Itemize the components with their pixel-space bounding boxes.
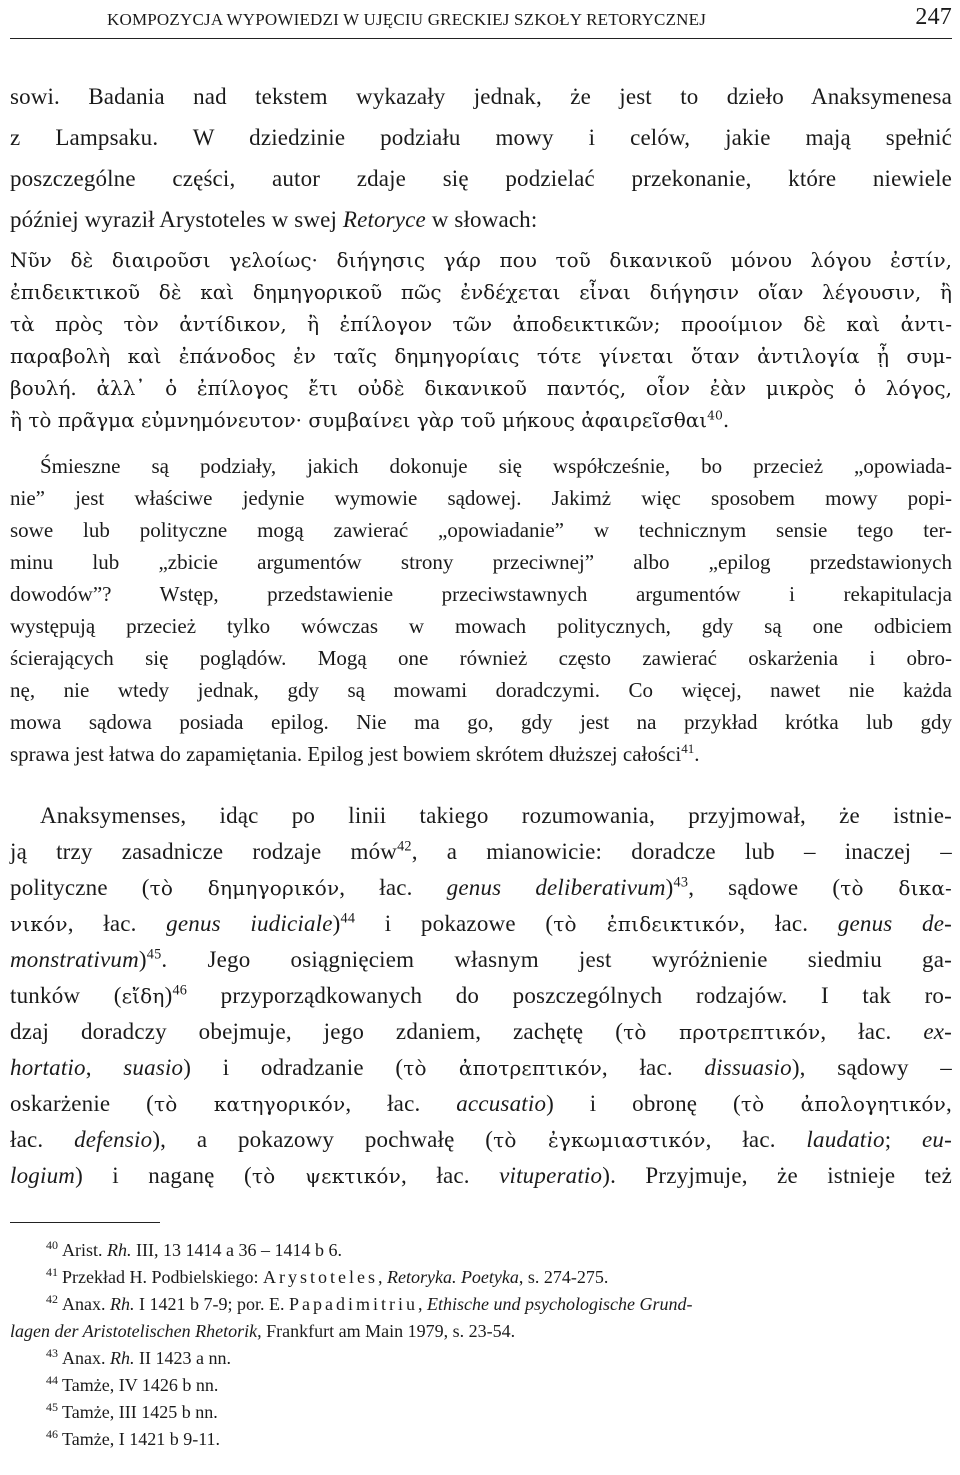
text-line — [10, 1014, 952, 1050]
greek-term: τὸ ἀπολογητικόν — [740, 1092, 947, 1116]
footnote-number: 40 — [46, 1238, 58, 1252]
text-run: , łac. — [601, 1055, 705, 1080]
footnote-42 — [10, 1291, 952, 1318]
text-run: Arist. — [62, 1240, 107, 1260]
text-run: w słowach: — [425, 207, 538, 232]
footnote-number: 45 — [46, 1400, 58, 1414]
text-run: , łac. — [739, 911, 838, 936]
greek-term: τὸ δημηγορικόν — [149, 876, 340, 900]
greek-term: τὸ κατηγορικόν — [153, 1092, 346, 1116]
text-run: ) — [138, 947, 147, 972]
footnote-rule — [10, 1222, 160, 1223]
greek-line: παραβολὴ καὶ ἐπάνοδος ἐν ταῖς δημηγορίαις τότε γίνεται ὅταν ἀντιλογία ᾖ συμ- — [10, 344, 952, 368]
footnotes — [10, 1237, 952, 1453]
text-line — [10, 906, 952, 942]
greek-line — [10, 404, 952, 436]
author-name: Arystoteles — [262, 1267, 378, 1287]
latin-term: monstrativum — [10, 947, 139, 972]
text-line: nę, nie wtedy jednak, gdy są mowami doradczymi. Co więcej, nawet nie każda — [10, 678, 952, 702]
latin-term: eu- — [922, 1127, 952, 1152]
latin-term: logium — [10, 1163, 76, 1188]
text-run: Rh. — [107, 1240, 132, 1260]
text-run: Anax. — [62, 1348, 110, 1368]
greek-term: τὸ ἐγκωμιαστικόν — [493, 1128, 706, 1152]
text-run: , a mianowicie: doradcze lub – inaczej – — [411, 839, 952, 864]
text-run: , łac. — [820, 1019, 924, 1044]
text-run: Ethische und psychologische Grund- — [427, 1294, 693, 1314]
latin-term: laudatio — [806, 1127, 885, 1152]
text-run: ), a pokazowy pochwałę ( — [152, 1127, 494, 1152]
text-line — [10, 942, 952, 978]
footnote-ref: 46 — [172, 982, 188, 999]
latin-term: suasio — [123, 1055, 184, 1080]
footnote-45 — [10, 1399, 952, 1426]
footnote-ref: 41 — [681, 741, 695, 756]
author-name: Papadimitriu — [289, 1294, 418, 1314]
footnote-ref: 45 — [146, 946, 162, 963]
text-run: i pokazowe ( — [355, 911, 554, 936]
text-run: Rh. — [110, 1348, 135, 1368]
text-line: sowi. Badania nad tekstem wykazały jednak, że jest to dzieło Anaksymenesa — [10, 84, 952, 109]
greek-line: βουλή. ἀλλ᾽ ὁ ἐπίλογος ἔτι οὐδὲ δικανικοῦ παντός, οἷον ἐὰν μικρὸς ὁ λόγος, — [10, 376, 952, 400]
latin-term: genus de- — [837, 911, 952, 936]
text-run: oskarżenie ( — [10, 1091, 154, 1116]
footnote-40 — [10, 1237, 952, 1264]
text-line: nie” jest właściwe jedynie wymowie sądowej. Jakimż więc sposobem mowy popi- — [10, 486, 952, 510]
text-run: Przekład H. Podbielskiego: — [62, 1267, 263, 1287]
latin-term: vituperatio — [499, 1163, 603, 1188]
greek-term: τὸ δικα- — [840, 876, 952, 900]
text-run: , sądowe ( — [688, 875, 841, 900]
text-run: ἢ τὸ πρᾶγμα εὐμνημόνευτον· συμβαίνει γὰρ τοῦ μήκους ἀφαιρεῖσθαι — [10, 408, 708, 432]
text-line: dowodów”? Wstęp, przedstawienie przeciwstawnych argumentów i rekapitulacja — [10, 582, 952, 606]
greek-term: τὸ ψεκτικόν — [251, 1164, 402, 1188]
latin-term: hortatio — [10, 1055, 86, 1080]
text-run: łac. — [10, 1127, 75, 1152]
main-paragraph — [10, 798, 952, 1194]
text-run: , łac. — [705, 1127, 807, 1152]
running-head — [10, 4, 952, 34]
intro-paragraph — [10, 76, 952, 240]
greek-term: τὸ ἀποτρεπτικόν — [403, 1056, 602, 1080]
text-run: ) i naganę ( — [75, 1163, 252, 1188]
text-run: , — [377, 1267, 387, 1287]
greek-line: ἐπιδεικτικοῦ δὲ καὶ δημηγορικοῦ πῶς ἐνδέχεται εἶναι διήγησιν οἵαν λέγουσιν, ἢ — [10, 280, 952, 304]
text-run: , — [85, 1055, 124, 1080]
text-run: Tamże, I 1421 b 9-11. — [62, 1429, 221, 1449]
text-run: ). Przyjmuje, że istnieje też — [602, 1163, 952, 1188]
text-run: , Frankfurt am Main 1979, s. 23-54. — [257, 1321, 516, 1341]
text-line: ścierających się poglądów. Mogą one również często zawierać oskarżenia i obro- — [10, 646, 952, 670]
latin-term: genus iudiciale — [166, 911, 333, 936]
text-line — [10, 1086, 952, 1122]
footnote-42-continued — [10, 1318, 952, 1345]
footnote-number: 44 — [46, 1373, 58, 1387]
latin-term: ex- — [923, 1019, 952, 1044]
text-run: . — [722, 408, 730, 432]
text-run: ) — [164, 983, 173, 1008]
page-number: 247 — [915, 4, 952, 30]
text-line: z Lampsaku. W dziedzinie podziału mowy i celów, jakie mają spełnić — [10, 125, 952, 150]
text-run: III, 13 1414 a 36 – 1414 b 6. — [131, 1240, 342, 1260]
footnote-ref: 44 — [340, 910, 356, 927]
text-run: Retoryka. Poetyka — [386, 1267, 519, 1287]
text-run: ) i obronę ( — [546, 1091, 741, 1116]
text-run: ), sądowy – — [791, 1055, 952, 1080]
text-run: , łac. — [401, 1163, 500, 1188]
text-line: sowe lub polityczne mogą zawierać „opowiadanie” w technicznym sensie tego ter- — [10, 518, 952, 542]
translation-paragraph — [10, 450, 952, 770]
latin-term: dissuasio — [704, 1055, 792, 1080]
greek-term: εἴδη — [121, 984, 165, 1008]
text-run: tunków ( — [10, 983, 122, 1008]
text-run: . — [694, 742, 700, 766]
text-line — [10, 1050, 952, 1086]
text-run: polityczne ( — [10, 875, 150, 900]
text-line — [10, 978, 952, 1014]
latin-term: accusatio — [456, 1091, 547, 1116]
footnote-44 — [10, 1372, 952, 1399]
text-run: ją trzy zasadnicze rodzaje mów — [10, 839, 398, 864]
footnote-number: 46 — [46, 1427, 58, 1441]
footnote-number: 43 — [46, 1346, 58, 1360]
text-run: przyporządkowanych do poszczególnych rodzajów. I tak ro- — [187, 983, 952, 1008]
text-line: Anaksymenses, idąc po linii takiego rozumowania, przyjmował, że istnie- — [40, 803, 952, 828]
text-run: ) i odradzanie ( — [183, 1055, 404, 1080]
text-run: Tamże, IV 1426 b nn. — [62, 1375, 219, 1395]
text-line — [10, 738, 952, 770]
text-run: , — [946, 1091, 952, 1116]
text-line — [10, 199, 952, 240]
text-run: . Jego osiągnięciem własnym jest wyróżnienie siedmiu ga- — [161, 947, 952, 972]
text-run: , łac. — [67, 911, 167, 936]
footnote-ref: 43 — [673, 874, 689, 891]
text-run: , — [418, 1294, 427, 1314]
text-line: mowa sądowa posiada epilog. Nie ma go, gdy jest na przykład krótka lub gdy — [10, 710, 952, 734]
text-line: Śmieszne są podziały, jakich dokonuje się współcześnie, bo przecież „opowiada- — [40, 454, 952, 478]
greek-term: τὸ ἐπιδεικτικόν — [553, 912, 740, 936]
greek-quotation — [10, 244, 952, 436]
footnote-ref: 42 — [397, 838, 412, 855]
greek-term: νικόν — [10, 912, 68, 936]
text-run: ; — [884, 1127, 923, 1152]
text-run: dzaj doradczy obejmuje, jego zdaniem, zachętę ( — [10, 1019, 624, 1044]
header-rule — [10, 38, 952, 39]
text-run: sprawa jest łatwa do zapamiętania. Epilog jest bowiem skrótem dłuższej całości — [10, 742, 682, 766]
text-run: I 1421 b 7-9; por. E. — [134, 1294, 289, 1314]
text-run: lagen der Aristotelischen Rhetorik — [10, 1321, 258, 1341]
text-run: ) — [332, 911, 341, 936]
latin-term: genus deliberativum — [446, 875, 666, 900]
text-run: , łac. — [339, 875, 447, 900]
text-line — [10, 870, 952, 906]
footnote-ref: 40 — [707, 407, 723, 423]
italic-title: Retoryce — [342, 207, 426, 232]
footnote-46 — [10, 1426, 952, 1453]
text-run: Tamże, III 1425 b nn. — [62, 1402, 218, 1422]
latin-term: defensio — [74, 1127, 153, 1152]
greek-line: Νῦν δὲ διαιροῦσι γελοίως· διήγησις γάρ που τοῦ δικανικοῦ μόνου λόγου ἐστίν, — [10, 248, 952, 272]
text-line — [10, 1158, 952, 1194]
footnote-number: 41 — [46, 1265, 58, 1279]
text-run: II 1423 a nn. — [134, 1348, 231, 1368]
text-line — [10, 834, 952, 870]
text-line — [10, 1122, 952, 1158]
body-text — [10, 76, 952, 1194]
running-head-title: KOMPOZYCJA WYPOWIEDZI W UJĘCIU GRECKIEJ SZKOŁY RETORYCZNEJ — [107, 10, 707, 29]
text-run: ) — [665, 875, 674, 900]
footnote-number: 42 — [46, 1292, 58, 1306]
footnote-41 — [10, 1264, 952, 1291]
text-line: poszczególne części, autor zdaje się podzielać przekonanie, które niewiele — [10, 166, 952, 191]
footnote-43 — [10, 1345, 952, 1372]
text-line: minu lub „zbicie argumentów strony przeciwnej” albo „epilog przedstawionych — [10, 550, 952, 574]
text-run: Anax. — [62, 1294, 110, 1314]
greek-line: τὰ πρὸς τὸν ἀντίδικον, ἢ ἐπίλογον τῶν ἀποδεικτικῶν; προοίμιον δὲ καὶ ἀντι- — [10, 312, 952, 336]
text-run: później wyraził Arystoteles w swej — [10, 207, 343, 232]
greek-term: τὸ προτρεπτικόν — [623, 1020, 821, 1044]
text-run: Rh. — [110, 1294, 135, 1314]
text-run: , s. 274-275. — [518, 1267, 609, 1287]
text-line: występują przecież tylko wówczas w mowach politycznych, gdy są one odbiciem — [10, 614, 952, 638]
text-run: , łac. — [345, 1091, 457, 1116]
